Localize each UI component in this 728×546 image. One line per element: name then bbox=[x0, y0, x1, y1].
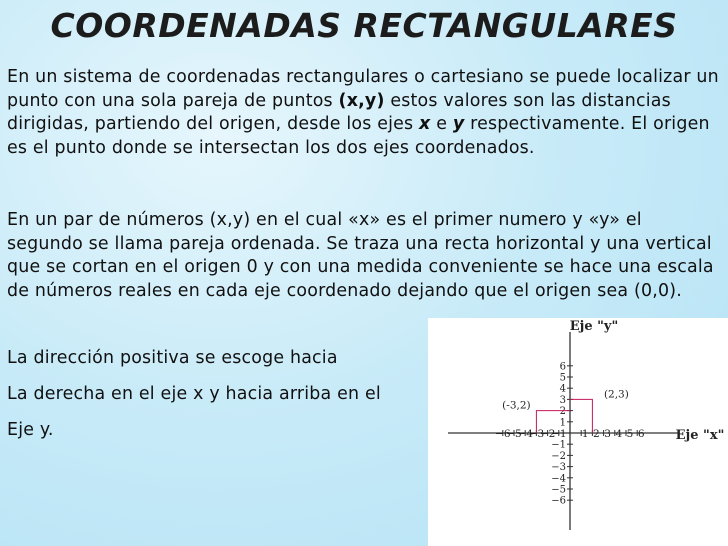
y-axis-title: Eje "y" bbox=[569, 319, 619, 334]
x-tick-label: −1 bbox=[551, 428, 567, 440]
y-tick-label: 6 bbox=[559, 361, 566, 373]
x-tick-label: −5 bbox=[506, 428, 522, 440]
point-a-label: (-3,2) bbox=[502, 399, 531, 412]
cartesian-plane-svg bbox=[428, 318, 728, 546]
p1-pre: En un sistema de coordenadas rectangulares o cartesiano se puede localizar un punto con una sola pareja de puntos bbox=[7, 67, 719, 111]
cartesian-plane-figure bbox=[428, 318, 728, 546]
p1-y: y bbox=[452, 114, 465, 135]
x-tick-label: 5 bbox=[626, 428, 634, 440]
x-tick-label: −2 bbox=[539, 428, 556, 440]
p1-mid: estos valores son las distancias dirigidas, partiendo del origen, desde los ejes bbox=[7, 90, 671, 135]
paragraph-positive-direction: La dirección positiva se escoge hacia bbox=[7, 348, 338, 368]
x-tick-label: 6 bbox=[637, 428, 645, 440]
point-b-label: (2,3) bbox=[603, 388, 629, 401]
x-tick-label: 1 bbox=[581, 428, 589, 440]
y-tick-label: −5 bbox=[551, 484, 566, 496]
p1-post: respectivamente. El origen es el punto donde se intersectan los dos ejes coordenados. bbox=[7, 114, 710, 158]
p1-x: x bbox=[419, 114, 431, 135]
y-tick-label: 1 bbox=[559, 417, 566, 429]
y-tick-label: −4 bbox=[551, 473, 566, 485]
x-tick-label: −6 bbox=[495, 428, 511, 440]
x-tick-label: 3 bbox=[604, 428, 611, 440]
paragraph-coordinate-system bbox=[7, 66, 723, 160]
x-tick-label: −3 bbox=[528, 428, 545, 440]
x-tick-label: 2 bbox=[593, 428, 600, 440]
x-tick-label: 4 bbox=[615, 428, 623, 440]
paragraph-right-up: La derecha en el eje x y hacia arriba en el bbox=[7, 384, 381, 404]
y-tick-label: 2 bbox=[559, 406, 566, 418]
x-axis-title: Eje "x" bbox=[675, 428, 725, 443]
y-tick-label: −1 bbox=[551, 439, 566, 451]
p1-bold-pair: (x,y) bbox=[338, 90, 385, 111]
x-tick-label: −4 bbox=[517, 428, 533, 440]
paragraph-ordered-pair: En un par de números (x,y) en el cual «x» es el primer numero y «y» el segundo se llama pareja ordenada. Se traza una recta horizontal y una vertical que se cortan en el origen 0 y con una medida conveniente se hace una escala de números reales en cada eje coordenado dejando que el origen sea (0,0). bbox=[7, 210, 714, 301]
y-tick-label: −3 bbox=[551, 462, 566, 474]
y-tick-label: 3 bbox=[559, 394, 566, 406]
paragraph-y-axis: Eje y. bbox=[7, 420, 54, 440]
y-tick-label: −6 bbox=[551, 495, 566, 507]
p1-and: e bbox=[430, 114, 453, 135]
y-tick-label: 4 bbox=[559, 383, 566, 395]
y-tick-label: −2 bbox=[551, 450, 566, 462]
slide-title: COORDENADAS RECTANGULARES bbox=[50, 6, 678, 45]
y-tick-label: 5 bbox=[559, 372, 566, 384]
